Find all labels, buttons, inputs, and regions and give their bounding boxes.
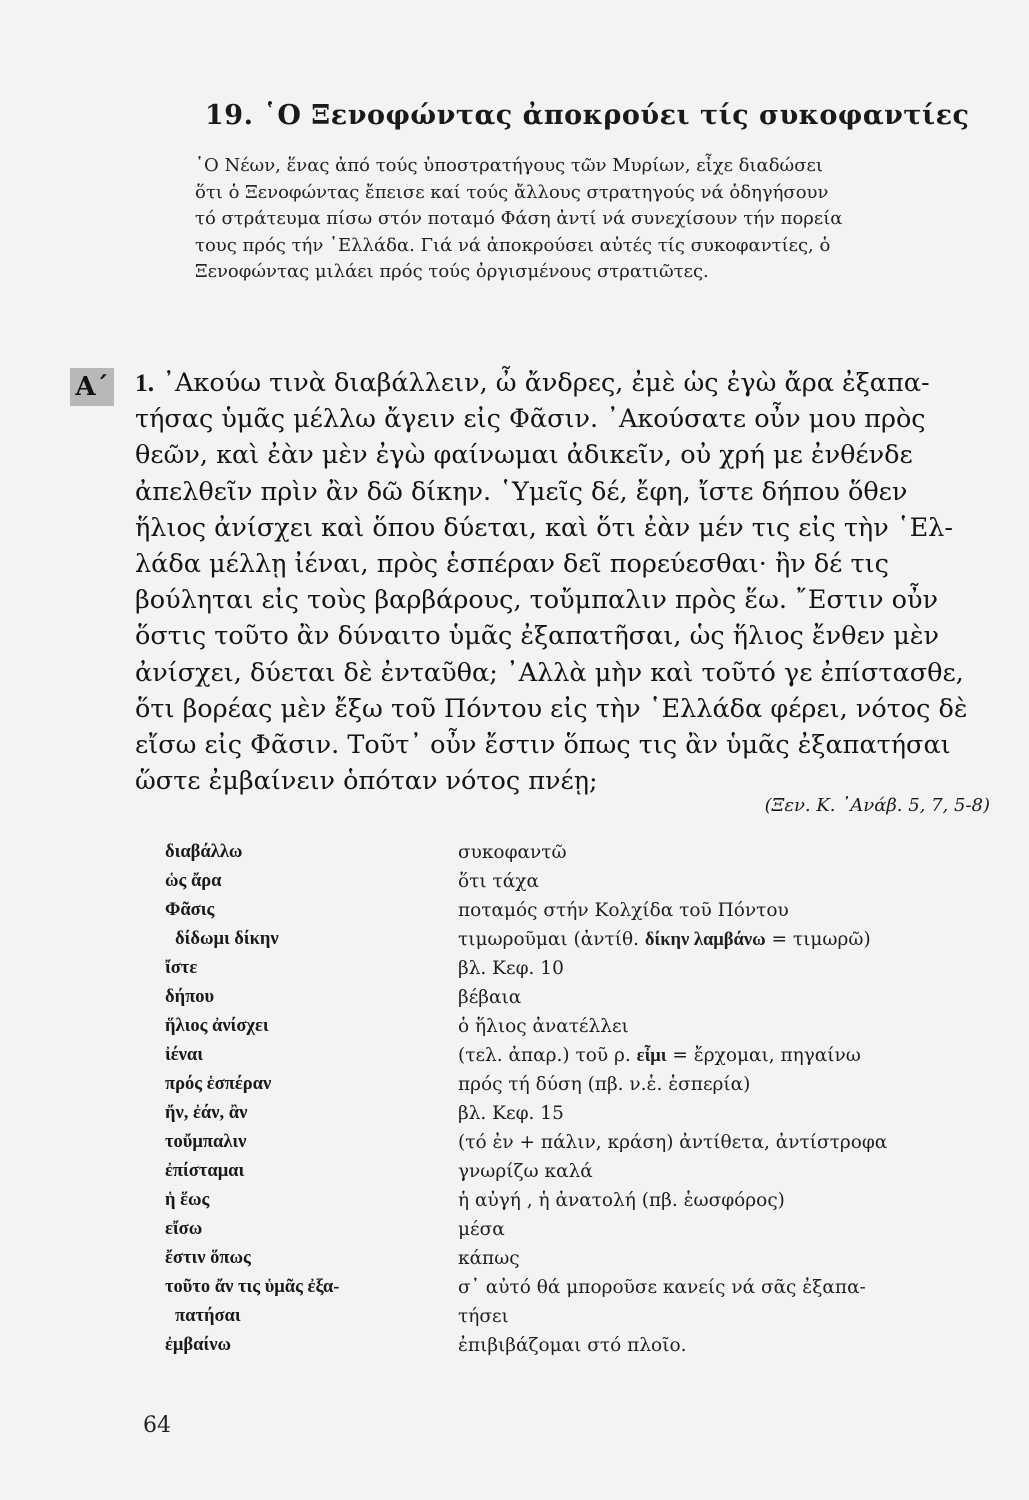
- glossary-row: [165, 925, 995, 954]
- glossary-term: δήπου: [165, 987, 215, 1007]
- definition-bold: εἶμι: [636, 1046, 667, 1066]
- intro-summary: [195, 153, 965, 286]
- glossary-row: [165, 1302, 995, 1331]
- glossary-row: [165, 1186, 995, 1215]
- definition-text: = τιμωρῶ): [765, 929, 871, 950]
- glossary-definition: κάπως: [458, 1248, 520, 1269]
- glossary-definition: ὅτι τάχα: [458, 871, 539, 892]
- passage-line: βούληται εἰς τοὺς βαρβάρους, τοὔμπαλιν πρὸς ἕω. ῎Εστιν οὖν: [135, 585, 938, 616]
- intro-line: ὅτι ὁ Ξενοφώντας ἔπεισε καί τούς ἄλλους στρατηγούς νά ὁδηγήσουν: [195, 181, 829, 203]
- glossary-definition: πρός τή δύση (πβ. ν.ἑ. ἑσπερία): [458, 1074, 751, 1095]
- glossary-definition: τήσει: [458, 1306, 509, 1327]
- glossary-row: [165, 954, 995, 983]
- paragraph-number: 1.: [135, 368, 155, 397]
- glossary-row: [165, 1157, 995, 1186]
- passage-line: [135, 365, 995, 401]
- glossary-definition: γνωρίζω καλά: [458, 1161, 593, 1182]
- glossary-row: [165, 983, 995, 1012]
- passage-line: ἥλιος ἀνίσχει καὶ ὅπου δύεται, καὶ ὅτι ἐὰν μέν τις εἰς τὴν ῾Ελ-: [135, 512, 953, 543]
- glossary-definition: [458, 1041, 998, 1071]
- greek-passage: [135, 365, 995, 799]
- glossary-row: [165, 1215, 995, 1244]
- passage-line: ὥστε ἐμβαίνειν ὁπόταν νότος πνέῃ;: [135, 766, 598, 797]
- glossary-definition: βέβαια: [458, 987, 522, 1008]
- definition-text: = ἔρχομαι, πηγαίνω: [666, 1045, 861, 1066]
- passage-line: τήσας ὑμᾶς μέλλω ἄγειν εἰς Φᾶσιν. ᾿Ακούσατε οὖν μου πρὸς: [135, 404, 926, 435]
- passage-line: ἀπελθεῖν πρὶν ἂν δῶ δίκην. ῾Υμεῖς δέ, ἔφη, ἴστε δήπου ὅθεν: [135, 476, 908, 507]
- chapter-title: 19. ῾Ο Ξενοφώντας ἀποκρούει τίς συκοφαντίες: [205, 100, 970, 131]
- intro-line: τους πρός τήν ῾Ελλάδα. Γιά νά ἀποκρούσει αὐτές τίς συκοφαντίες, ὁ: [195, 234, 831, 256]
- passage-line: εἴσω εἰς Φᾶσιν. Τοῦτ᾿ οὖν ἔστιν ὅπως τις ἂν ὑμᾶς ἐξαπατήσαι: [135, 730, 951, 761]
- glossary-term: πατήσαι: [175, 1306, 241, 1326]
- intro-line: τό στράτευμα πίσω στόν ποταμό Φάση ἀντί νά συνεχίσουν τήν πορεία: [195, 208, 843, 229]
- glossary-row: [165, 1128, 995, 1157]
- glossary-definition: ὁ ἥλιος ἀνατέλλει: [458, 1016, 629, 1037]
- intro-line: Ξενοφώντας μιλάει πρός τούς ὀργισμένους στρατιῶτες.: [195, 261, 709, 282]
- glossary-row: [165, 1273, 995, 1302]
- glossary-definition: ἡ αὐγή , ἡ ἀνατολή (πβ. ἑωσφόρος): [458, 1190, 785, 1211]
- glossary-definition: μέσα: [458, 1219, 505, 1240]
- definition-text: (τελ. ἀπαρ.) τοῦ ρ.: [458, 1045, 637, 1066]
- glossary-definition: ποταμός στήν Κολχίδα τοῦ Πόντου: [458, 900, 789, 921]
- glossary-term: δίδωμι δίκην: [175, 929, 279, 949]
- glossary-term: πρός ἑσπέραν: [165, 1074, 272, 1094]
- source-citation: (Ξεν. Κ. ᾿Ανάβ. 5, 7, 5-8): [764, 795, 990, 816]
- glossary-term: τοὔμπαλιν: [165, 1132, 247, 1152]
- glossary-definition: (τό ἐν + πάλιν, κράση) ἀντίθετα, ἀντίστροφα: [458, 1132, 888, 1153]
- vocabulary-glossary: [165, 838, 995, 1360]
- glossary-term: διαβάλλω: [165, 842, 243, 862]
- glossary-definition: βλ. Κεφ. 15: [458, 1103, 564, 1124]
- glossary-term: ἤν, ἐάν, ἂν: [165, 1103, 248, 1123]
- glossary-row: [165, 1041, 995, 1070]
- passage-first-line: ᾿Ακούω τινὰ διαβάλλειν, ὦ ἄνδρες, ἐμὲ ὡς ἐγὼ ἄρα ἐξαπα-: [162, 368, 930, 398]
- glossary-term: ὡς ἄρα: [165, 871, 222, 891]
- glossary-term: ἐπίσταμαι: [165, 1161, 245, 1181]
- passage-line: ἀνίσχει, δύεται δὲ ἐνταῦθα; ᾿Αλλὰ μὴν καὶ τοῦτό γε ἐπίστασθε,: [135, 657, 964, 688]
- glossary-definition: [458, 925, 998, 955]
- glossary-term: εἴσω: [165, 1219, 203, 1239]
- definition-bold: δίκην λαμβάνω: [644, 930, 766, 950]
- glossary-row: [165, 1070, 995, 1099]
- glossary-row: [165, 1099, 995, 1128]
- glossary-term: ἥλιος ἀνίσχει: [165, 1016, 269, 1036]
- glossary-definition: σ᾿ αὐτό θά μποροῦσε κανείς νά σᾶς ἐξαπα-: [458, 1277, 866, 1298]
- glossary-row: [165, 1012, 995, 1041]
- passage-line: λάδα μέλλῃ ἰέναι, πρὸς ἑσπέραν δεῖ πορεύεσθαι· ἢν δέ τις: [135, 549, 889, 580]
- glossary-definition: βλ. Κεφ. 10: [458, 958, 564, 979]
- glossary-row: [165, 896, 995, 925]
- glossary-row: [165, 867, 995, 896]
- glossary-definition: συκοφαντῶ: [458, 842, 567, 863]
- glossary-row: [165, 1331, 995, 1360]
- intro-line: ῾Ο Νέων, ἕνας ἀπό τούς ὑποστρατήγους τῶν Μυρίων, εἶχε διαδώσει: [195, 155, 823, 176]
- glossary-row: [165, 838, 995, 867]
- glossary-term: Φᾶσις: [165, 900, 215, 920]
- passage-line: ὅστις τοῦτο ἂν δύναιτο ὑμᾶς ἐξαπατῆσαι, ὡς ἥλιος ἔνθεν μὲν: [135, 621, 940, 652]
- passage-line: θεῶν, καὶ ἐὰν μὲν ἐγὼ φαίνωμαι ἀδικεῖν, οὐ χρή με ἐνθένδε: [135, 440, 913, 471]
- glossary-term: ἔστιν ὅπως: [165, 1248, 251, 1268]
- section-marker: Α΄: [70, 368, 114, 406]
- page-number: 64: [143, 1413, 171, 1438]
- glossary-term: ἰέναι: [165, 1045, 203, 1065]
- glossary-term: ἐμβαίνω: [165, 1335, 231, 1355]
- definition-text: τιμωροῦμαι (ἀντίθ.: [458, 929, 645, 950]
- glossary-term: ἡ ἕως: [165, 1190, 210, 1210]
- glossary-term: τοῦτο ἄν τις ὑμᾶς ἐξα-: [165, 1277, 340, 1297]
- glossary-term: ἴστε: [165, 958, 198, 978]
- passage-line: ὅτι βορέας μὲν ἔξω τοῦ Πόντου εἰς τὴν ῾Ελλάδα φέρει, νότος δὲ: [135, 693, 968, 724]
- glossary-row: [165, 1244, 995, 1273]
- glossary-definition: ἐπιβιβάζομαι στό πλοῖο.: [458, 1335, 687, 1356]
